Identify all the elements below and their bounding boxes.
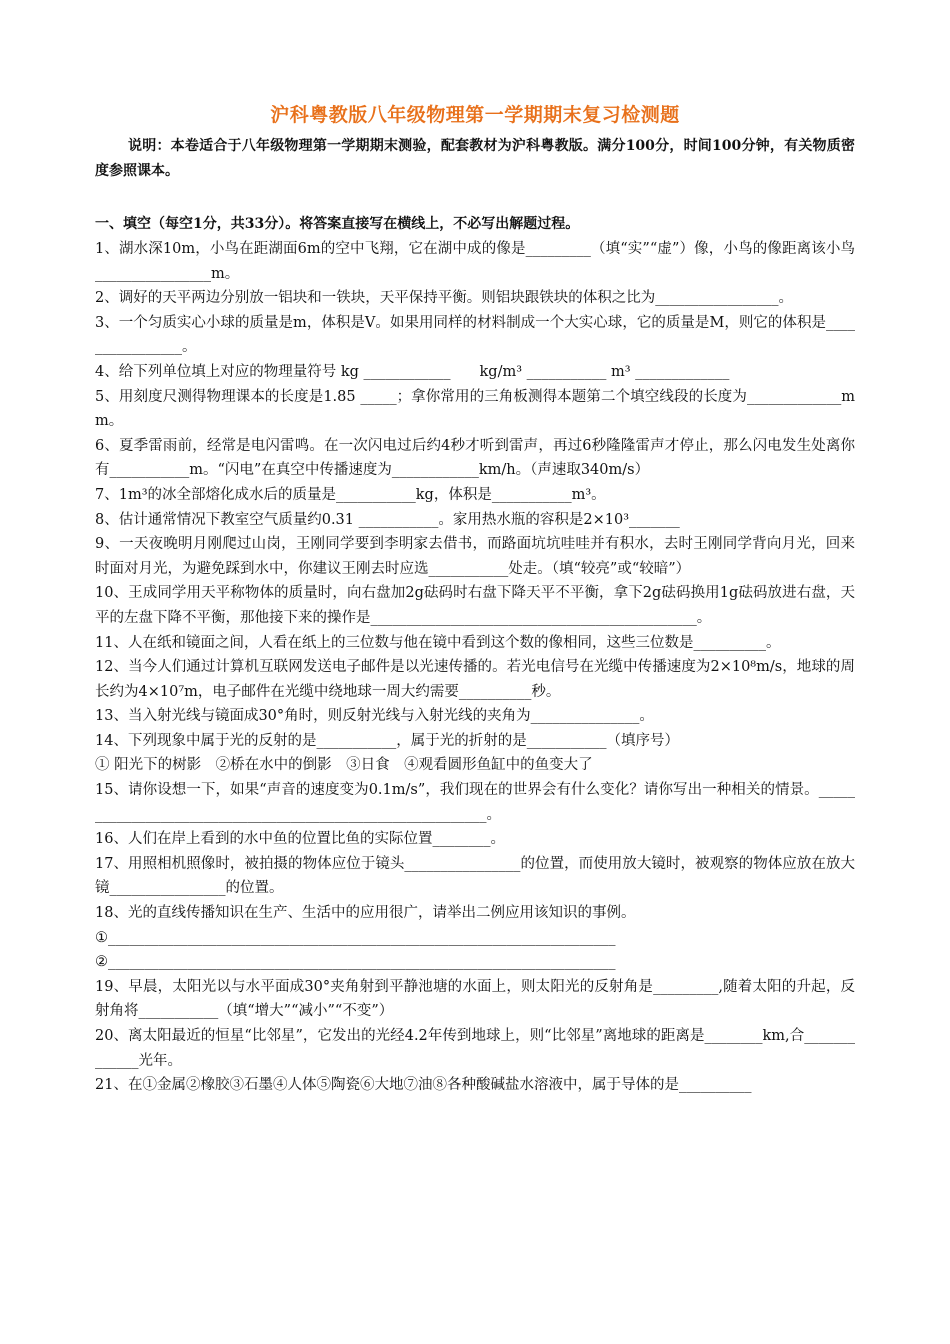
page-title: 沪科粤教版八年级物理第一学期期末复习检测题 xyxy=(270,104,680,126)
question-6: 6、夏季雷雨前，经常是电闪雷鸣。在一次闪电过后约4秒才听到雷声，再过6秒隆隆雷声才停止，那么闪电发生处离你有___________m。“闪电”在真空中传播速度为____________km/h。（声速取340m/s） xyxy=(95,437,855,479)
question-14-options: ① 阳光下的树影 ②桥在水中的倒影 ③日食 ④观看圆形鱼缸中的鱼变大了 xyxy=(95,757,593,774)
question-11: 11、人在纸和镜面之间，人看在纸上的三位数与他在镜中看到这个数的像相同，这些三位数是__________。 xyxy=(95,634,781,651)
question-21: 21、在①金属②橡胶③石墨④人体⑤陶瓷⑥大地⑦油⑧各种酸碱盐水溶液中，属于导体的是__________ xyxy=(95,1077,752,1094)
exam-page xyxy=(95,102,855,1098)
question-18: 18、光的直线传播知识在生产、生活中的应用很广，请举出二例应用该知识的事例。 xyxy=(95,905,636,922)
question-14: 14、下列现象中属于光的反射的是___________，属于光的折射的是___________（填序号） xyxy=(95,732,679,749)
question-4: 4、给下列单位填上对应的物理量符号 kg ____________ kg/m³ ___________ m³ _____________ xyxy=(95,363,730,380)
question-list xyxy=(95,237,855,1098)
question-12: 12、当今人们通过计算机互联网发送电子邮件是以光速传播的。若光电信号在光缆中传播速度为2×10⁸m/s，地球的周长约为4×10⁷m，电子邮件在光缆中绕地球一周大约需要__________秒。 xyxy=(95,659,855,700)
question-8: 8、估计通常情况下教室空气质量约0.31 ___________。家用热水瓶的容积是2×10³_______ xyxy=(95,511,680,528)
question-5: 5、用刻度尺测得物理课本的长度是1.85 _____；拿你常用的三角板测得本题第二个填空线段的长度为_____________mm。 xyxy=(95,388,855,430)
question-15: 15、请你设想一下，如果“声音的速度变为0.1m/s”，我们现在的世界会有什么变化？请你写出一种相关的情景。___________________________________________________________。 xyxy=(95,782,855,823)
question-9: 9、一天夜晚明月刚爬过山岗，王刚同学要到李明家去借书，而路面坑坑哇哇并有积水，去时王刚同学背向月光，回来时面对月光，为避免踩到水中，你建议王刚去时应选___________处走。（填“较亮”或“较暗”） xyxy=(95,536,855,577)
question-18-answer-1: ①______________________________________________________________________ xyxy=(95,929,616,946)
question-1: 1、湖水深10m，小鸟在距湖面6m的空中飞翔，它在湖中成的像是_________（填“实”“虚”）像，小鸟的像距离该小鸟________________m。 xyxy=(95,241,855,282)
question-2: 2、调好的天平两边分别放一铝块和一铁块，天平保持平衡。则铝块跟铁块的体积之比为_________________。 xyxy=(95,290,793,307)
question-13: 13、当入射光线与镜面成30°角时，则反射光线与入射光线的夹角为_______________。 xyxy=(95,708,654,725)
question-17: 17、用照相机照像时，被拍摄的物体应位于镜头________________的位置，而使用放大镜时，被观察的物体应放在放大镜________________的位置。 xyxy=(95,855,855,897)
question-7: 7、1m³的冰全部熔化成水后的质量是___________kg，体积是___________m³。 xyxy=(95,486,606,503)
section-heading: 一、填空（每空1分，共33分）。将答案直接写在横线上，不必写出解题过程。 xyxy=(95,216,580,232)
question-20: 20、离太阳最近的恒星“比邻星”，它发出的光经4.2年传到地球上，则“比邻星”离地球的距离是________km,合_____________光年。 xyxy=(95,1028,855,1069)
question-10: 10、王成同学用天平称物体的质量时，向右盘加2g砝码时右盘下降天平不平衡，拿下2g砝码换用1g砝码放进右盘，天平的左盘下降不平衡，那他接下来的操作是_____________________________________________。 xyxy=(95,585,855,626)
exam-instructions: 说明：本卷适合于八年级物理第一学期期末测验，配套教材为沪科粤教版。满分100分，时间100分钟，有关物质密度参照课本。 xyxy=(95,138,855,179)
question-19: 19、早晨，太阳光以与水平面成30°夹角射到平静池塘的水面上，则太阳光的反射角是_________,随着太阳的升起，反射角将___________（填“增大”“减小”“不变”） xyxy=(95,978,855,1020)
question-18-answer-2: ②______________________________________________________________________ xyxy=(95,954,616,971)
question-3: 3、一个匀质实心小球的质量是m，体积是V。如果用同样的材料制成一个大实心球，它的质量是M，则它的体积是________________。 xyxy=(95,314,855,356)
question-16: 16、人们在岸上看到的水中鱼的位置比鱼的实际位置________。 xyxy=(95,831,505,848)
spacer xyxy=(95,184,855,212)
